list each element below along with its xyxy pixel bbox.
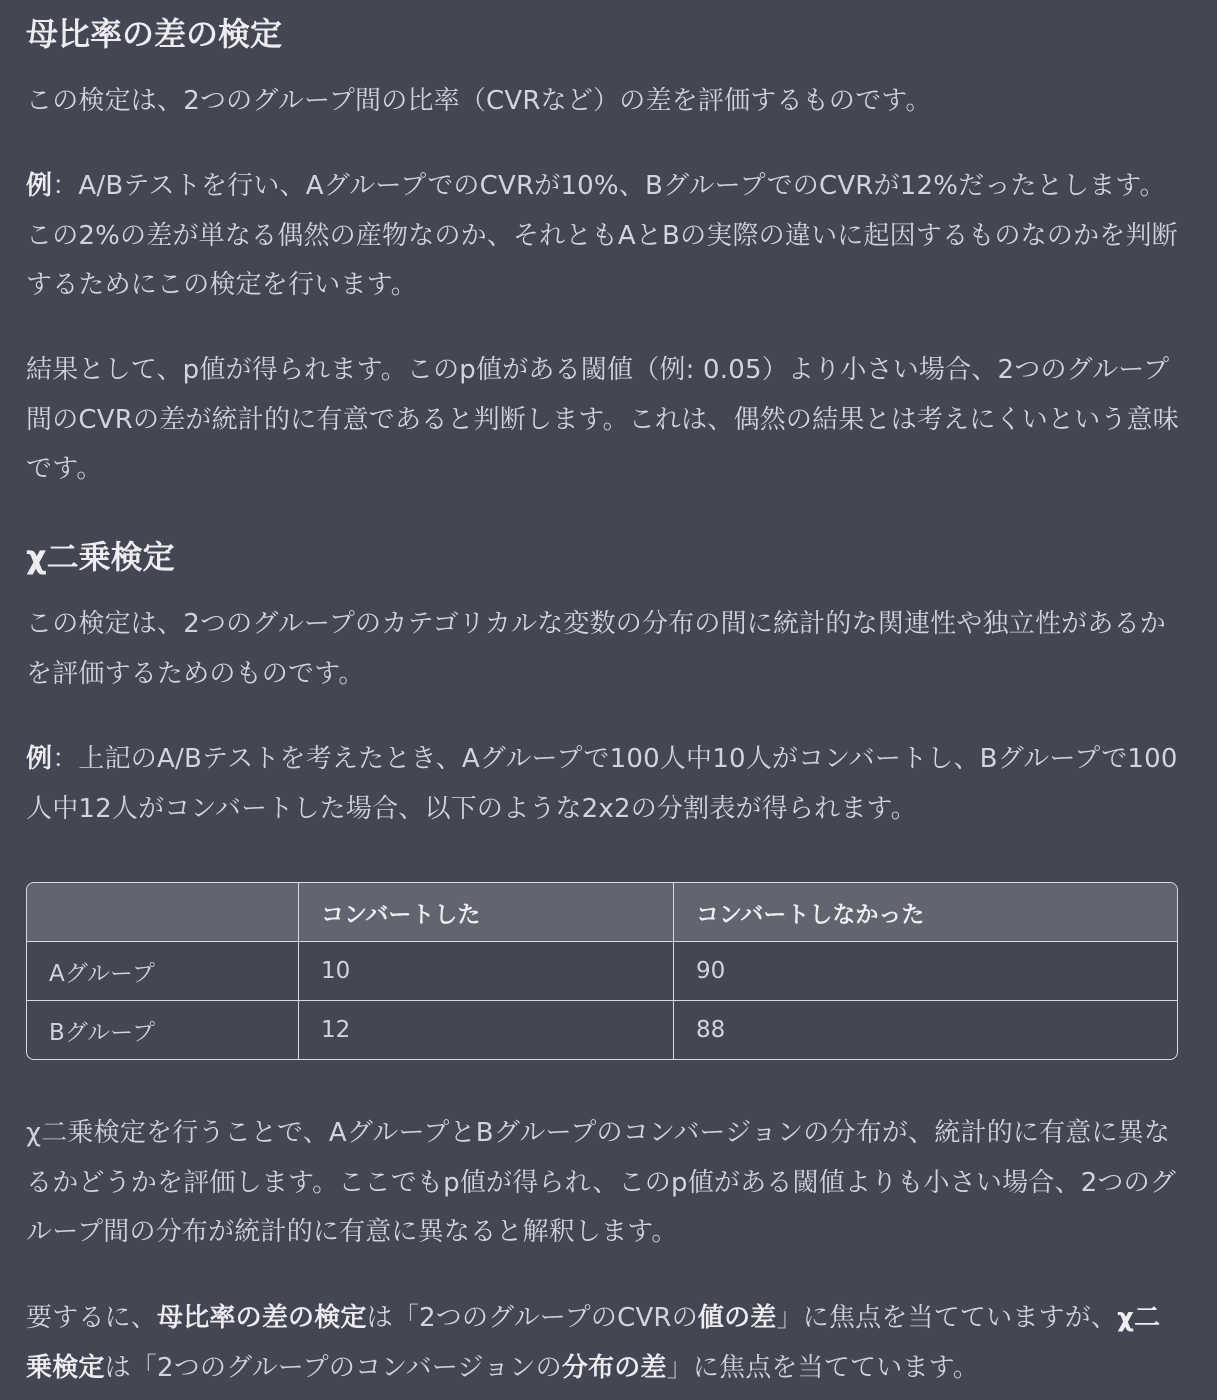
summary-text: は「2つのグループのCVRの <box>366 1303 698 1333</box>
summary-bold: 母比率の差の検定 <box>157 1303 367 1333</box>
section-heading-proportion-test: 母比率の差の検定 <box>26 15 283 53</box>
table-cell: 90 <box>673 942 1177 1000</box>
table-row <box>27 1000 1177 1059</box>
table-header-row <box>27 883 1177 941</box>
table-header-cell <box>27 883 298 941</box>
chi-square-explanation: χ二乗検定を行うことで、AグループとBグループのコンバージョンの分布が、統計的に有意に異なるかどうかを評価します。ここでもp値が得られ、このp値がある閾値よりも小さい場合、2つのグループ間の分布が統計的に有意に異なると解釈します。 <box>26 1118 1177 1247</box>
proportion-test-result: 結果として、p値が得られます。このp値がある閾値（例: 0.05）より小さい場合、2つのグループ間のCVRの差が統計的に有意であると判断します。これは、偶然の結果とは考えにくいという意味です。 <box>26 355 1179 484</box>
summary-bold: 分布の差 <box>561 1352 667 1383</box>
summary-paragraph <box>26 1294 1186 1393</box>
table-cell: 88 <box>673 1001 1177 1059</box>
summary-text: は「2つのグループのコンバージョンの <box>104 1352 562 1383</box>
example-text: ：A/Bテストを行い、AグループでのCVRが10%、BグループでのCVRが12%だったとします。この2%の差が単なる偶然の産物なのか、それともAとBの実際の違いに起因するものなのかを判断するためにこの検定を行います。 <box>26 171 1178 300</box>
summary-text: 」に焦点を当てています。 <box>666 1352 979 1383</box>
summary-text: 要するに、 <box>26 1303 158 1333</box>
table-header-cell: コンバートしなかった <box>673 883 1177 941</box>
table-cell: 12 <box>298 1001 673 1059</box>
table-header-cell: コンバートした <box>298 883 673 941</box>
example-label: 例 <box>26 171 53 201</box>
proportion-test-example <box>26 162 1186 311</box>
example-label: 例 <box>26 744 53 774</box>
table-cell: Bグループ <box>49 1019 155 1046</box>
example-text: ：上記のA/Bテストを考えたとき、Aグループで100人中10人がコンバートし、Bグループで100人中12人がコンバートした場合、以下のような2x2の分割表が得られます。 <box>26 744 1178 824</box>
summary-bold: χ二乗検定 <box>26 1303 1161 1383</box>
table-row <box>27 941 1177 1000</box>
contingency-table-wrapper <box>26 882 1178 1060</box>
chi-square-intro: この検定は、2つのグループのカテゴリカルな変数の分布の間に統計的な関連性や独立性があるかを評価するためのものです。 <box>26 609 1166 689</box>
proportion-test-intro: この検定は、2つのグループ間の比率（CVRなど）の差を評価するものです。 <box>26 86 932 116</box>
table-cell: 10 <box>298 942 673 1000</box>
contingency-table <box>26 882 1178 1060</box>
summary-text: 」に焦点を当てていますが、 <box>776 1303 1118 1333</box>
section-heading-chi-square-test: χ二乗検定 <box>26 538 175 576</box>
table-cell: Aグループ <box>49 960 155 987</box>
chi-square-example <box>26 735 1186 834</box>
summary-bold: 値の差 <box>697 1303 777 1333</box>
